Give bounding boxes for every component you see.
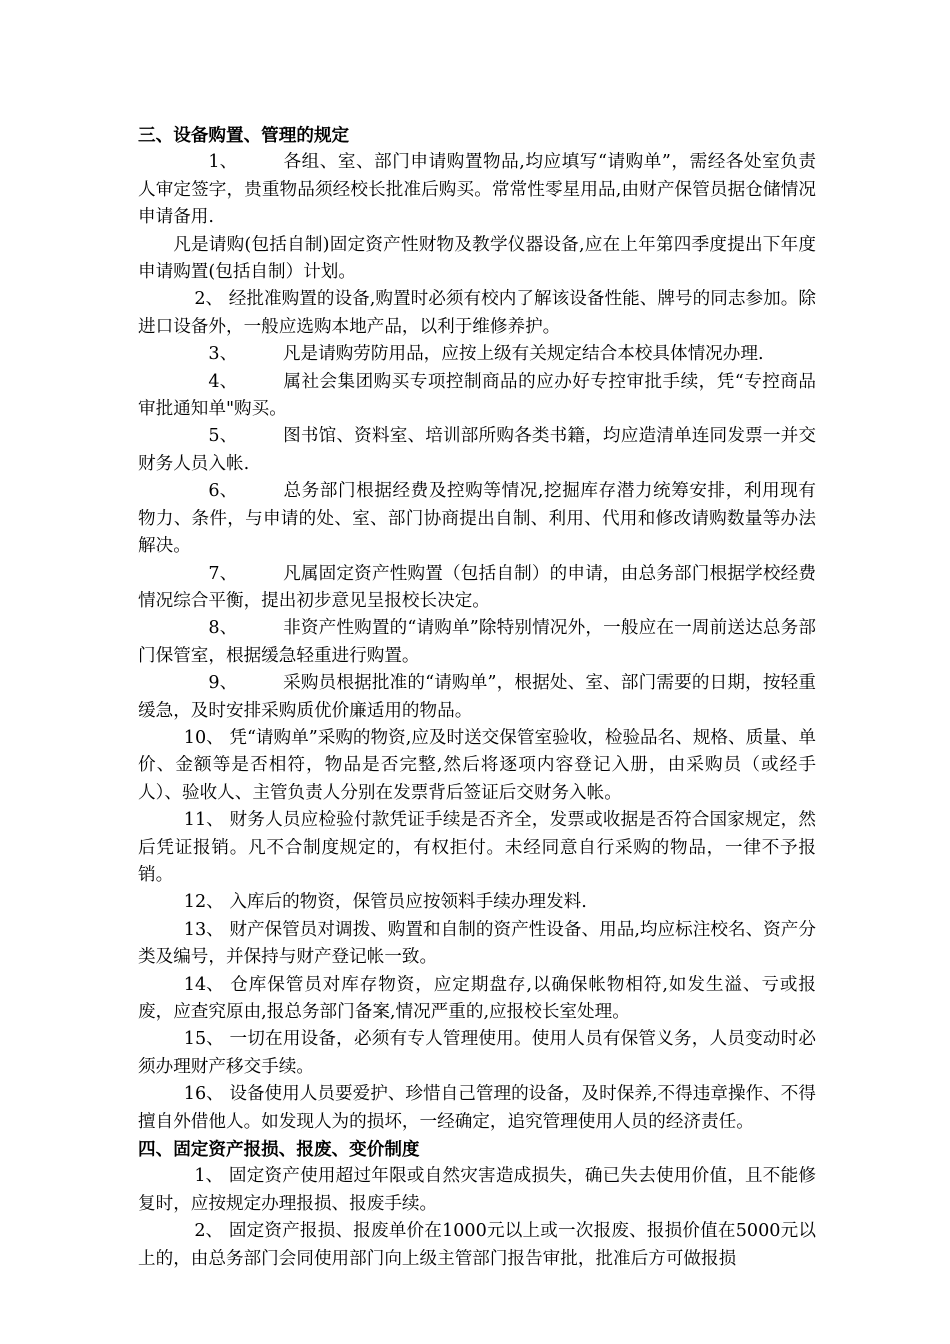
clause-number: 15、 — [183, 1029, 224, 1050]
clause-3 — [138, 341, 816, 368]
clause-text: 经批准购置的设备,购置时必须有校内了解该设备性能、牌号的同志参加。除进口设备外，一般应选购本地产品，以利于维修养护。 — [138, 289, 816, 337]
clause-text: 仓库保管员对库存物资，应定期盘存,以确保帐物相符,如发生溢、亏或报废，应查究原由,报总务部门备案,情况严重的,应报校长室处理。 — [138, 974, 816, 1022]
clause-13 — [138, 917, 816, 972]
clause-text: 固定资产报损、报废单价在1000元以上或一次报废、报损价值在5000元以上的，由总务部门会同使用部门向上级主管部门报告审批，批准后方可做报损 — [138, 1221, 816, 1269]
clause-number: 2、 — [194, 1221, 224, 1242]
clause-2 — [138, 286, 816, 341]
clause-text: 总务部门根据经费及控购等情况,挖掘库存潜力统筹安排，利用现有物力、条件，与申请的处、室、部门协商提出自制、利用、代用和修改请购数量等办法解决。 — [138, 481, 816, 557]
clause-4 — [138, 369, 816, 424]
clause-6 — [138, 478, 816, 560]
clause-number: 13、 — [183, 919, 224, 940]
clause-number: 7、 — [208, 563, 238, 584]
clause-text: 凡是请购劳防用品，应按上级有关规定结合本校具体情况办理. — [282, 344, 764, 365]
clause-10 — [138, 725, 816, 807]
clause-7 — [138, 561, 816, 616]
clause-number: 2、 — [194, 289, 224, 310]
clause-text: 一切在用设备，必须有专人管理使用。使用人员有保管义务，人员变动时必须办理财产移交手续。 — [138, 1029, 816, 1077]
clause-15 — [138, 1026, 816, 1081]
clause-number: 11、 — [183, 810, 224, 831]
clause-text: 设备使用人员要爱护、珍惜自己管理的设备，及时保养,不得违章操作、不得擅自外借他人。如发现人为的损坏，一经确定，追究管理使用人员的经济责任。 — [138, 1084, 816, 1132]
clause-text: 固定资产使用超过年限或自然灾害造成损失，确已失去使用价值，且不能修复时，应按规定办理报损、报废手续。 — [138, 1166, 816, 1214]
clause-number: 5、 — [208, 426, 238, 447]
clause-8 — [138, 615, 816, 670]
clause-text: 图书馆、资料室、培训部所购各类书籍，均应造清单连同发票一并交财务人员入帐. — [138, 426, 816, 474]
clause-text: 财务人员应检验付款凭证手续是否齐全，发票或收据是否符合国家规定，然后凭证报销。凡不合制度规定的，有权拒付。未经同意自行采购的物品，一律不予报销。 — [138, 810, 816, 885]
clause-11 — [138, 807, 816, 889]
clause-text: 财产保管员对调拨、购置和自制的资产性设备、用品,均应标注校名、资产分类及编号，并保持与财产登记帐一致。 — [138, 919, 816, 968]
clause-text: 凡属固定资产性购置（包括自制）的申请，由总务部门根据学校经费情况综合平衡，提出初步意见呈报校长决定。 — [138, 563, 816, 611]
clause-number: 14、 — [183, 974, 224, 995]
clause-text: 入库后的物资，保管员应按领料手续办理发料. — [229, 892, 587, 913]
clause-text: 各组、室、部门申请购置物品,均应填写“请购单”，需经各处室负责人审定签字，贵重物品须经校长批准后购买。常常性零星用品,由财产保管员据仓储情况申请备用. — [138, 152, 816, 228]
clause-number: 3、 — [208, 344, 238, 365]
clause-14 — [138, 972, 816, 1027]
clause-number: 12、 — [183, 892, 224, 913]
clause-1-sub — [138, 232, 816, 287]
rule-2 — [138, 1218, 816, 1273]
clause-number: 8、 — [208, 618, 238, 639]
clause-number: 9、 — [208, 673, 238, 694]
rule-1 — [138, 1163, 816, 1218]
section-heading: 三、设备购置、管理的规定 — [138, 125, 350, 146]
clause-12 — [138, 889, 816, 916]
clause-number: 10、 — [183, 727, 224, 748]
clause-number: 16、 — [183, 1084, 224, 1105]
clause-text: 非资产性购置的“请购单”除特别情况外，一般应在一周前送达总务部门保管室，根据缓急轻重进行购置。 — [138, 618, 816, 666]
clause-1 — [138, 149, 816, 231]
clause-text: 凡是请购(包括自制)固定资产性财物及教学仪器设备,应在上年第四季度提出下年度申请购置(包括自制）计划。 — [138, 234, 816, 283]
clause-9 — [138, 670, 816, 725]
clause-number: 1、 — [208, 152, 238, 173]
clause-number: 1、 — [194, 1166, 224, 1187]
clause-text: 凭“请购单”采购的物资,应及时送交保管室验收，检验品名、规格、质量、单价、金额等是否相符，物品是否完整,然后将逐项内容登记入册，由采购员（或经手人）、验收人、主管负责人分别在发票背后签证后交财务入帐。 — [138, 727, 817, 803]
clause-number: 6、 — [208, 481, 238, 502]
clause-text: 采购员根据批准的“请购单”，根据处、室、部门需要的日期，按轻重缓急，及时安排采购质优价廉适用的物品。 — [138, 673, 816, 721]
clause-5 — [138, 423, 816, 478]
section-heading: 四、固定资产报损、报废、变价制度 — [138, 1139, 420, 1161]
clause-number: 4、 — [208, 371, 238, 392]
clause-text: 属社会集团购买专项控制商品的应办好专控审批手续，凭“专控商品审批通知单"购买。 — [138, 371, 816, 420]
clause-16 — [138, 1081, 816, 1136]
document-page — [138, 122, 816, 1273]
